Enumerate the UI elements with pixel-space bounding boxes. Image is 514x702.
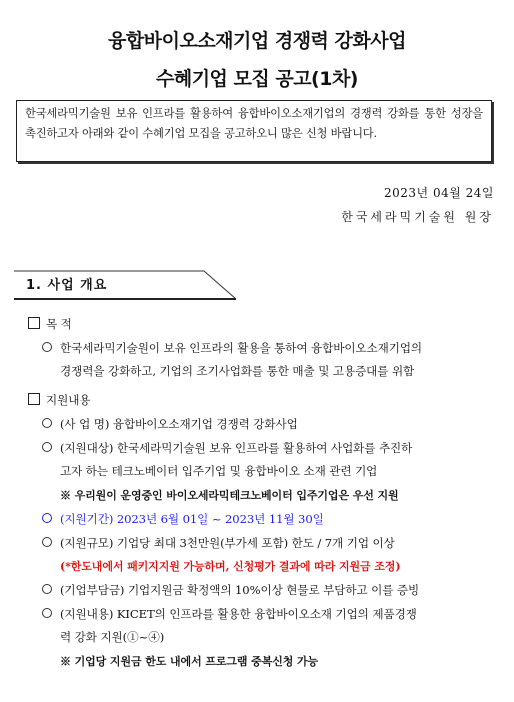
burden-value: 기업지원금 확정액의 10%이상 현물로 부담하고 이를 증빙 (127, 583, 420, 597)
target-label: (지원대상) (60, 441, 114, 455)
intro-text: 한국세라믹기술원 보유 인프라를 활용하여 융합바이오소재기업의 경쟁력 강화를 통한 성장을 촉진하고자 아래와 같이 수혜기업 모집을 공고하오니 많은 신청 바랍니다. (25, 107, 483, 140)
support-heading-row (28, 392, 90, 408)
square-bullet-icon (28, 393, 40, 405)
business-name-label: (사 업 명) (60, 417, 110, 431)
issuer-name: 한국세라믹기술원 원장 (341, 210, 494, 224)
square-bullet-icon (28, 317, 40, 329)
target-line1: 한국세라믹기술원 보유 인프라를 활용하여 사업화를 추진하 (116, 441, 413, 455)
target-note: ※ 우리원이 운영중인 바이오세라믹테크노베이터 입주기업은 우선 지원 (60, 489, 399, 502)
section1-title: 1. 사업 개요 (26, 278, 108, 293)
scale-note: (*한도내에서 패키지지원 가능하며, 신청평가 결과에 따라 지원금 조정) (60, 560, 401, 573)
purpose-line2: 경쟁력을 강화하고, 기업의 조기사업화를 통한 매출 및 고용증대를 위함 (60, 364, 415, 378)
circle-bullet-icon (42, 584, 52, 594)
circle-bullet-icon (42, 418, 52, 428)
scale-label: (지원규모) (60, 536, 114, 550)
content-label: (지원내용) (60, 607, 114, 621)
circle-bullet-icon (42, 442, 52, 452)
business-name-value: 융합바이오소재기업 경쟁력 강화사업 (112, 417, 298, 431)
document-title-line1: 융합바이오소재기업 경쟁력 강화사업 (108, 30, 406, 52)
scale-row (42, 535, 395, 551)
circle-bullet-icon (42, 608, 52, 618)
section1-header (14, 270, 254, 300)
purpose-line1: 한국세라믹기술원이 보유 인프라의 활용을 통하여 융합바이오소재기업의 (60, 341, 423, 355)
business-name-row (42, 416, 298, 432)
document-title-line2: 수혜기업 모집 공고(1차) (155, 68, 358, 90)
content-line1: KICET의 인프라를 활용한 융합바이오소재 기업의 제품경쟁 (116, 607, 417, 621)
period-row (42, 511, 324, 527)
period-label: (지원기간) (60, 512, 114, 526)
purpose-line1-row (42, 340, 422, 356)
content-line2: 력 강화 지원(①~④) (60, 630, 165, 644)
target-row (42, 440, 412, 456)
circle-bullet-icon (42, 513, 52, 523)
content-row (42, 606, 417, 622)
intro-box (16, 100, 492, 162)
support-heading: 지원내용 (46, 393, 91, 407)
burden-label: (기업부담금) (60, 583, 125, 597)
announcement-date: 2023년 04월 24일 (384, 186, 494, 200)
burden-row (42, 582, 419, 598)
circle-bullet-icon (42, 342, 52, 352)
target-line2: 고자 하는 테크노베이터 입주기업 및 융합바이오 소재 관련 기업 (60, 464, 378, 478)
circle-bullet-icon (42, 537, 52, 547)
content-note: ※ 기업당 지원금 한도 내에서 프로그램 중복신청 가능 (60, 655, 319, 668)
purpose-heading: 목 적 (46, 317, 72, 331)
purpose-heading-row (28, 316, 72, 332)
period-value: 2023년 6월 01일 ~ 2023년 11월 30일 (116, 512, 324, 526)
scale-value: 기업당 최대 3천만원(부가세 포함) 한도 / 7개 기업 이상 (116, 536, 395, 550)
